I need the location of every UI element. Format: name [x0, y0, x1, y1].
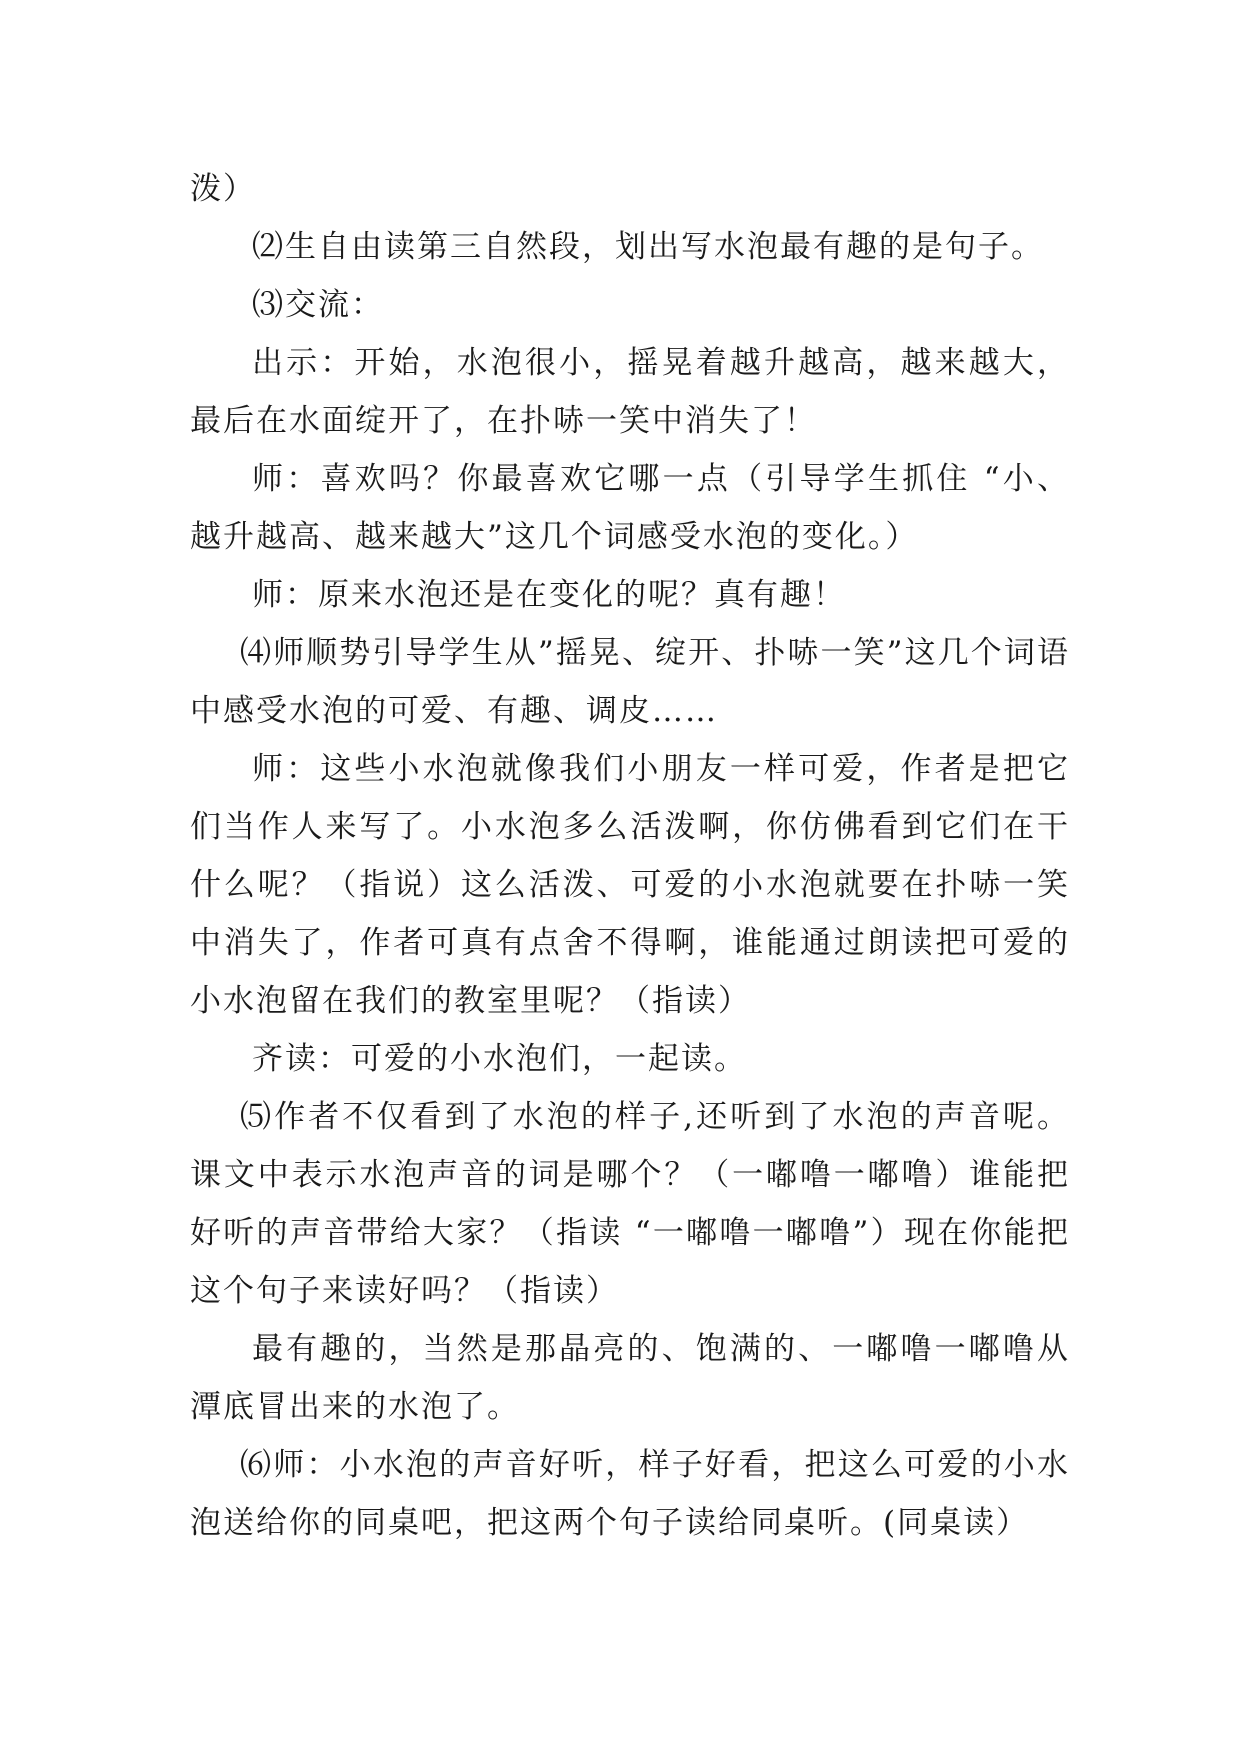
- paragraph-step-4: ⑷师顺势引导学生从”摇晃、绽开、扑哧一笑”这几个词语中感受水泡的可爱、有趣、调皮……: [190, 635, 1070, 729]
- paragraph-teacher-question: 师：喜欢吗？你最喜欢它哪一点（引导学生抓住 “小、越升越高、越来越大”这几个词感受水泡的变化。）: [190, 461, 1070, 555]
- paragraph-step-2: ⑵生自由读第三自然段，划出写水泡最有趣的是句子。: [252, 229, 1044, 265]
- document-body: [190, 160, 1070, 1552]
- paragraph-step-3: ⑶交流：: [252, 287, 384, 323]
- paragraph-group-reading: 齐读：可爱的小水泡们，一起读。: [252, 1041, 747, 1077]
- paragraph-teacher-remark: 师：原来水泡还是在变化的呢？真有趣！: [252, 577, 846, 613]
- paragraph-display-text: 出示：开始，水泡很小，摇晃着越升越高，越来越大，最后在水面绽开了，在扑哧一笑中消失了！: [190, 345, 1070, 439]
- paragraph-teacher-guidance: 师：这些小水泡就像我们小朋友一样可爱，作者是把它们当作人来写了。小水泡多么活泼啊，你仿佛看到它们在干什么呢？（指说）这么活泼、可爱的小水泡就要在扑哧一笑中消失了，作者可真有点舍不得啊，谁能通过朗读把可爱的小水泡留在我们的教室里呢？（指读）: [190, 751, 1070, 1019]
- paragraph-step-6: ⑹师：小水泡的声音好听，样子好看，把这么可爱的小水泡送给你的同桌吧，把这两个句子读给同桌听。(同桌读）: [190, 1447, 1070, 1541]
- paragraph-step-5: ⑸作者不仅看到了水泡的样子,还听到了水泡的声音呢。课文中表示水泡声音的词是哪个？（一嘟噜一嘟噜）谁能把好听的声音带给大家？（指读 “一嘟噜一嘟噜”）现在你能把这个句子来读好吗？（指读）: [190, 1099, 1070, 1309]
- paragraph-most-interesting: 最有趣的，当然是那晶亮的、饱满的、一嘟噜一嘟噜从潭底冒出来的水泡了。: [190, 1331, 1070, 1425]
- paragraph-continuation: 泼）: [190, 171, 256, 207]
